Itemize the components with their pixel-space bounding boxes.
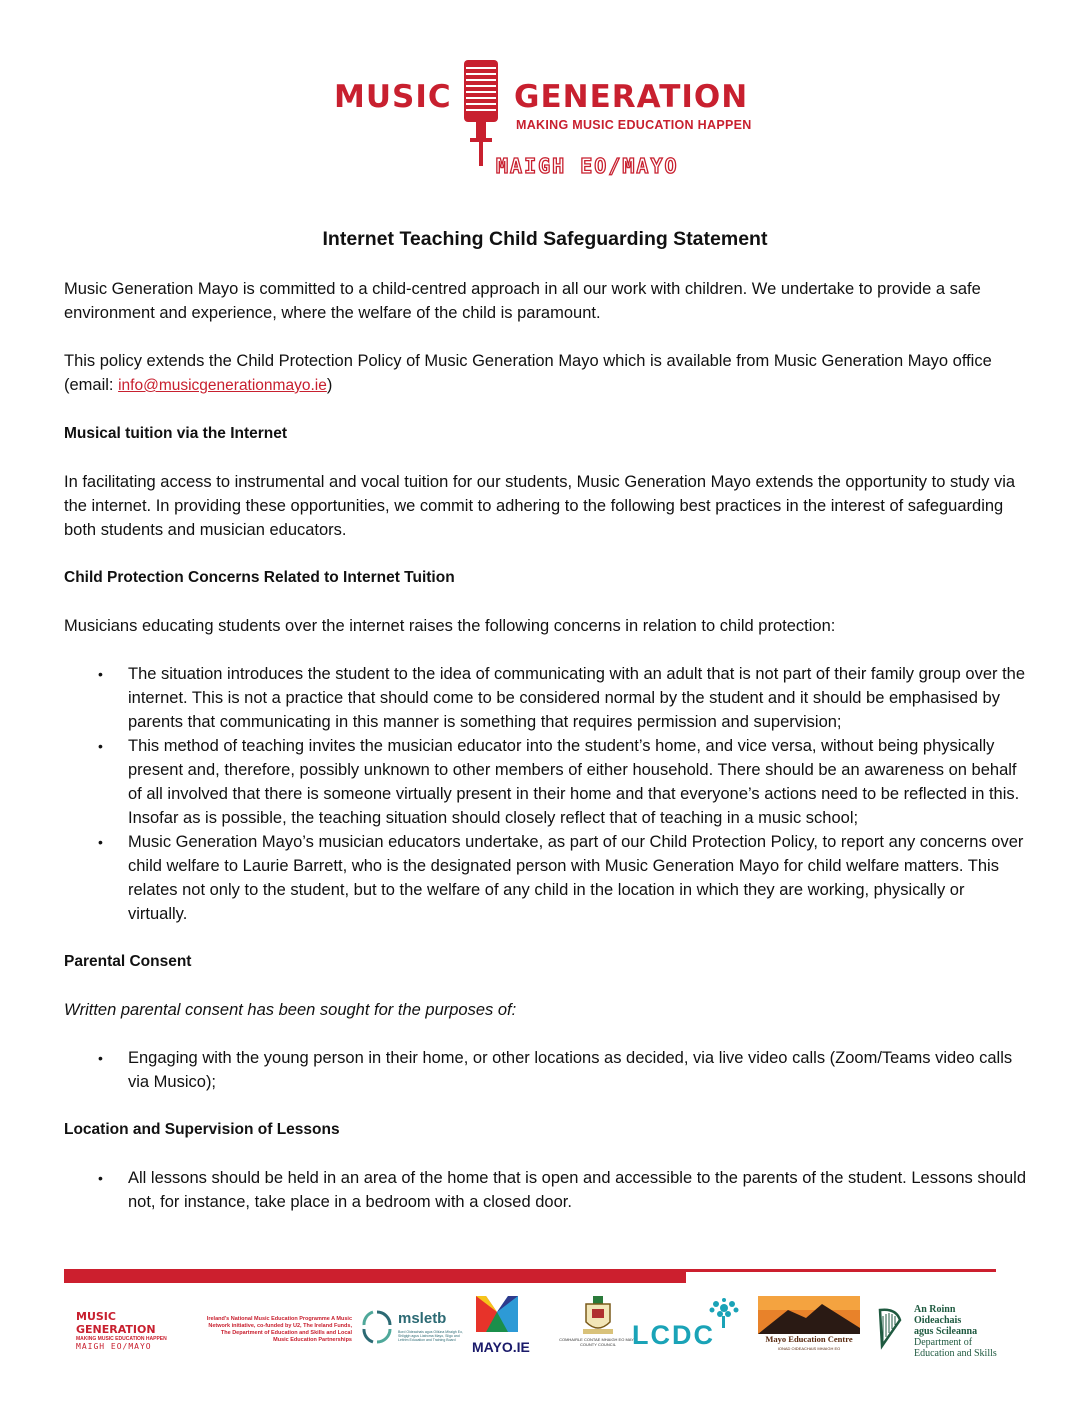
document-title: Internet Teaching Child Safeguarding Statement (322, 228, 768, 250)
email-link[interactable]: info@musicgenerationmayo.ie (118, 377, 327, 394)
dept-en-1: Department of (914, 1337, 973, 1348)
policy-close: ) (326, 376, 333, 394)
policy-paragraph (64, 349, 1026, 398)
document-body (64, 228, 1026, 1238)
location-list (64, 1166, 1026, 1214)
policy-text: This policy extends the Child Protection Policy of Music Generation Mayo which is available from Music Generation Mayo office (email: (64, 352, 992, 394)
list-item-text: All lessons should be held in an area of the home that is open and accessible to the parents of the student. Lessons should not, for instance, take place in a bedroom with a closed door. (128, 1169, 1027, 1211)
microphone-icon (458, 58, 504, 166)
list-item-text: The situation introduces the student to the idea of communicating with an adult that is not part of their family group over the internet. This is not a practice that should come to be considered normal by the student and it should be emphasised by parents that communicating in this manner is something that requires permission and supervision; (128, 665, 1026, 731)
footer-mg-tagline: MAKING MUSIC EDUCATION HAPPEN (76, 1336, 167, 1342)
msletb-subtext: Bord Oideachais agus Oiliúna Mhaigh Eo, Shligigh agus Liatroma Mayo, Sligo and Leitrim Education and Training Board (398, 1330, 463, 1342)
section-heading-location: Location and Supervision of Lessons (64, 1121, 340, 1138)
section-heading-concerns: Child Protection Concerns Related to Internet Tuition (64, 569, 455, 586)
council-crest-icon (583, 1296, 613, 1336)
mountain-icon (758, 1296, 860, 1334)
music-generation-footer-logo (76, 1310, 198, 1350)
edu-centre-irish: IONAD OIDEACHAIS MHAIGH EO (777, 1346, 841, 1351)
partner-logos (64, 1292, 1004, 1362)
consent-list (64, 1046, 1026, 1094)
edu-centre-name: Mayo Education Centre (765, 1334, 853, 1344)
list-item (64, 1166, 1026, 1214)
footer-rule-red (64, 1270, 686, 1283)
list-item (64, 662, 1026, 734)
harp-icon (874, 1306, 904, 1350)
msletb-name: msletb (398, 1310, 447, 1327)
msletb-swirl-icon (360, 1308, 394, 1348)
list-item-text: Music Generation Mayo’s musician educators undertake, as part of our Child Protection Policy, to report any concerns over child welfare to Laurie Barrett, who is the designated person with Music Generation Mayo for child welfare matters. This relates not only to the student, but to the welfare of any child in the location in which they are working, physically or virtually. (128, 833, 1024, 923)
list-item-text: This method of teaching invites the musician educator into the student’s home, and vice versa, without being physically present and, therefore, possibly unknown to other members of either household. There should be an awareness on behalf of all involved that there is someone virtually present in their home and that everyone’s actions need to be reflected in this. Insofar as is possible, the teaching situation should closely reflect that of teaching in a music school; (128, 737, 1020, 827)
programme-text: Ireland’s National Music Education Programme A Music Network initiative, co-funded by U2, The Ireland Funds, The Department of Education and Skills and Local Music Education Partnerships (206, 1316, 352, 1343)
concerns-list (64, 662, 1026, 926)
mayo-ie-label: MAYO.IE (472, 1339, 530, 1355)
bullet-icon: • (98, 666, 103, 682)
music-generation-logo (334, 58, 764, 182)
bullet-icon: • (98, 1050, 103, 1066)
bullet-icon: • (98, 834, 103, 850)
list-item-text: Engaging with the young person in their home, or other locations as decided, via live video calls (Zoom/Teams video calls via Musico); (128, 1049, 1013, 1091)
list-item (64, 830, 1026, 926)
msletb-logo (360, 1308, 464, 1352)
list-item (64, 1046, 1026, 1094)
bullet-icon: • (98, 1170, 103, 1186)
intro-paragraph: Music Generation Mayo is committed to a child-centred approach in all our work with children. We undertake to provide a safe environment and experience, where the welfare of the child is paramount. (64, 280, 981, 322)
logo-tagline: MAKING MUSIC EDUCATION HAPPEN (516, 118, 752, 132)
list-item (64, 734, 1026, 830)
department-name (914, 1304, 1004, 1359)
mayo-county-council-logo (556, 1296, 640, 1360)
lcdc-label: LCDC (632, 1320, 715, 1350)
mayo-m-icon (474, 1294, 520, 1334)
concerns-intro: Musicians educating students over the internet raises the following concerns in relation to child protection: (64, 617, 836, 635)
department-education-logo (874, 1302, 1004, 1359)
logo-word-generation: GENERATION (514, 79, 749, 115)
mayo-ie-logo (472, 1294, 530, 1355)
dept-en-2: Education and Skills (914, 1348, 997, 1359)
logo-word-music: MUSIC (334, 79, 452, 115)
logo-region: MAIGH EO/MAYO (496, 154, 679, 178)
council-text: COMHAIRLE CONTAE MHAIGH EO MAYO COUNTY COUNCIL (559, 1337, 637, 1347)
dept-irish-2: agus Scileanna (914, 1326, 978, 1337)
section-heading-consent: Parental Consent (64, 953, 192, 970)
dept-irish-1: An Roinn Oideachais (914, 1304, 962, 1326)
tuition-paragraph: In facilitating access to instrumental and vocal tuition for our students, Music Generation Mayo extends the opportunity to study via the internet. In providing these opportunities, we commit to adhering to the following best practices in the interest of safeguarding both students and musician educators. (64, 473, 1016, 539)
section-heading-tuition: Musical tuition via the Internet (64, 425, 288, 442)
bullet-icon: • (98, 738, 103, 754)
mayo-education-centre-logo (758, 1296, 860, 1354)
footer-mg-word: MUSIC GENERATION (76, 1310, 156, 1336)
footer-mg-region: MAIGH EO/MAYO (76, 1342, 152, 1351)
lcdc-logo (632, 1298, 744, 1352)
consent-intro: Written parental consent has been sought for the purposes of: (64, 1001, 517, 1019)
